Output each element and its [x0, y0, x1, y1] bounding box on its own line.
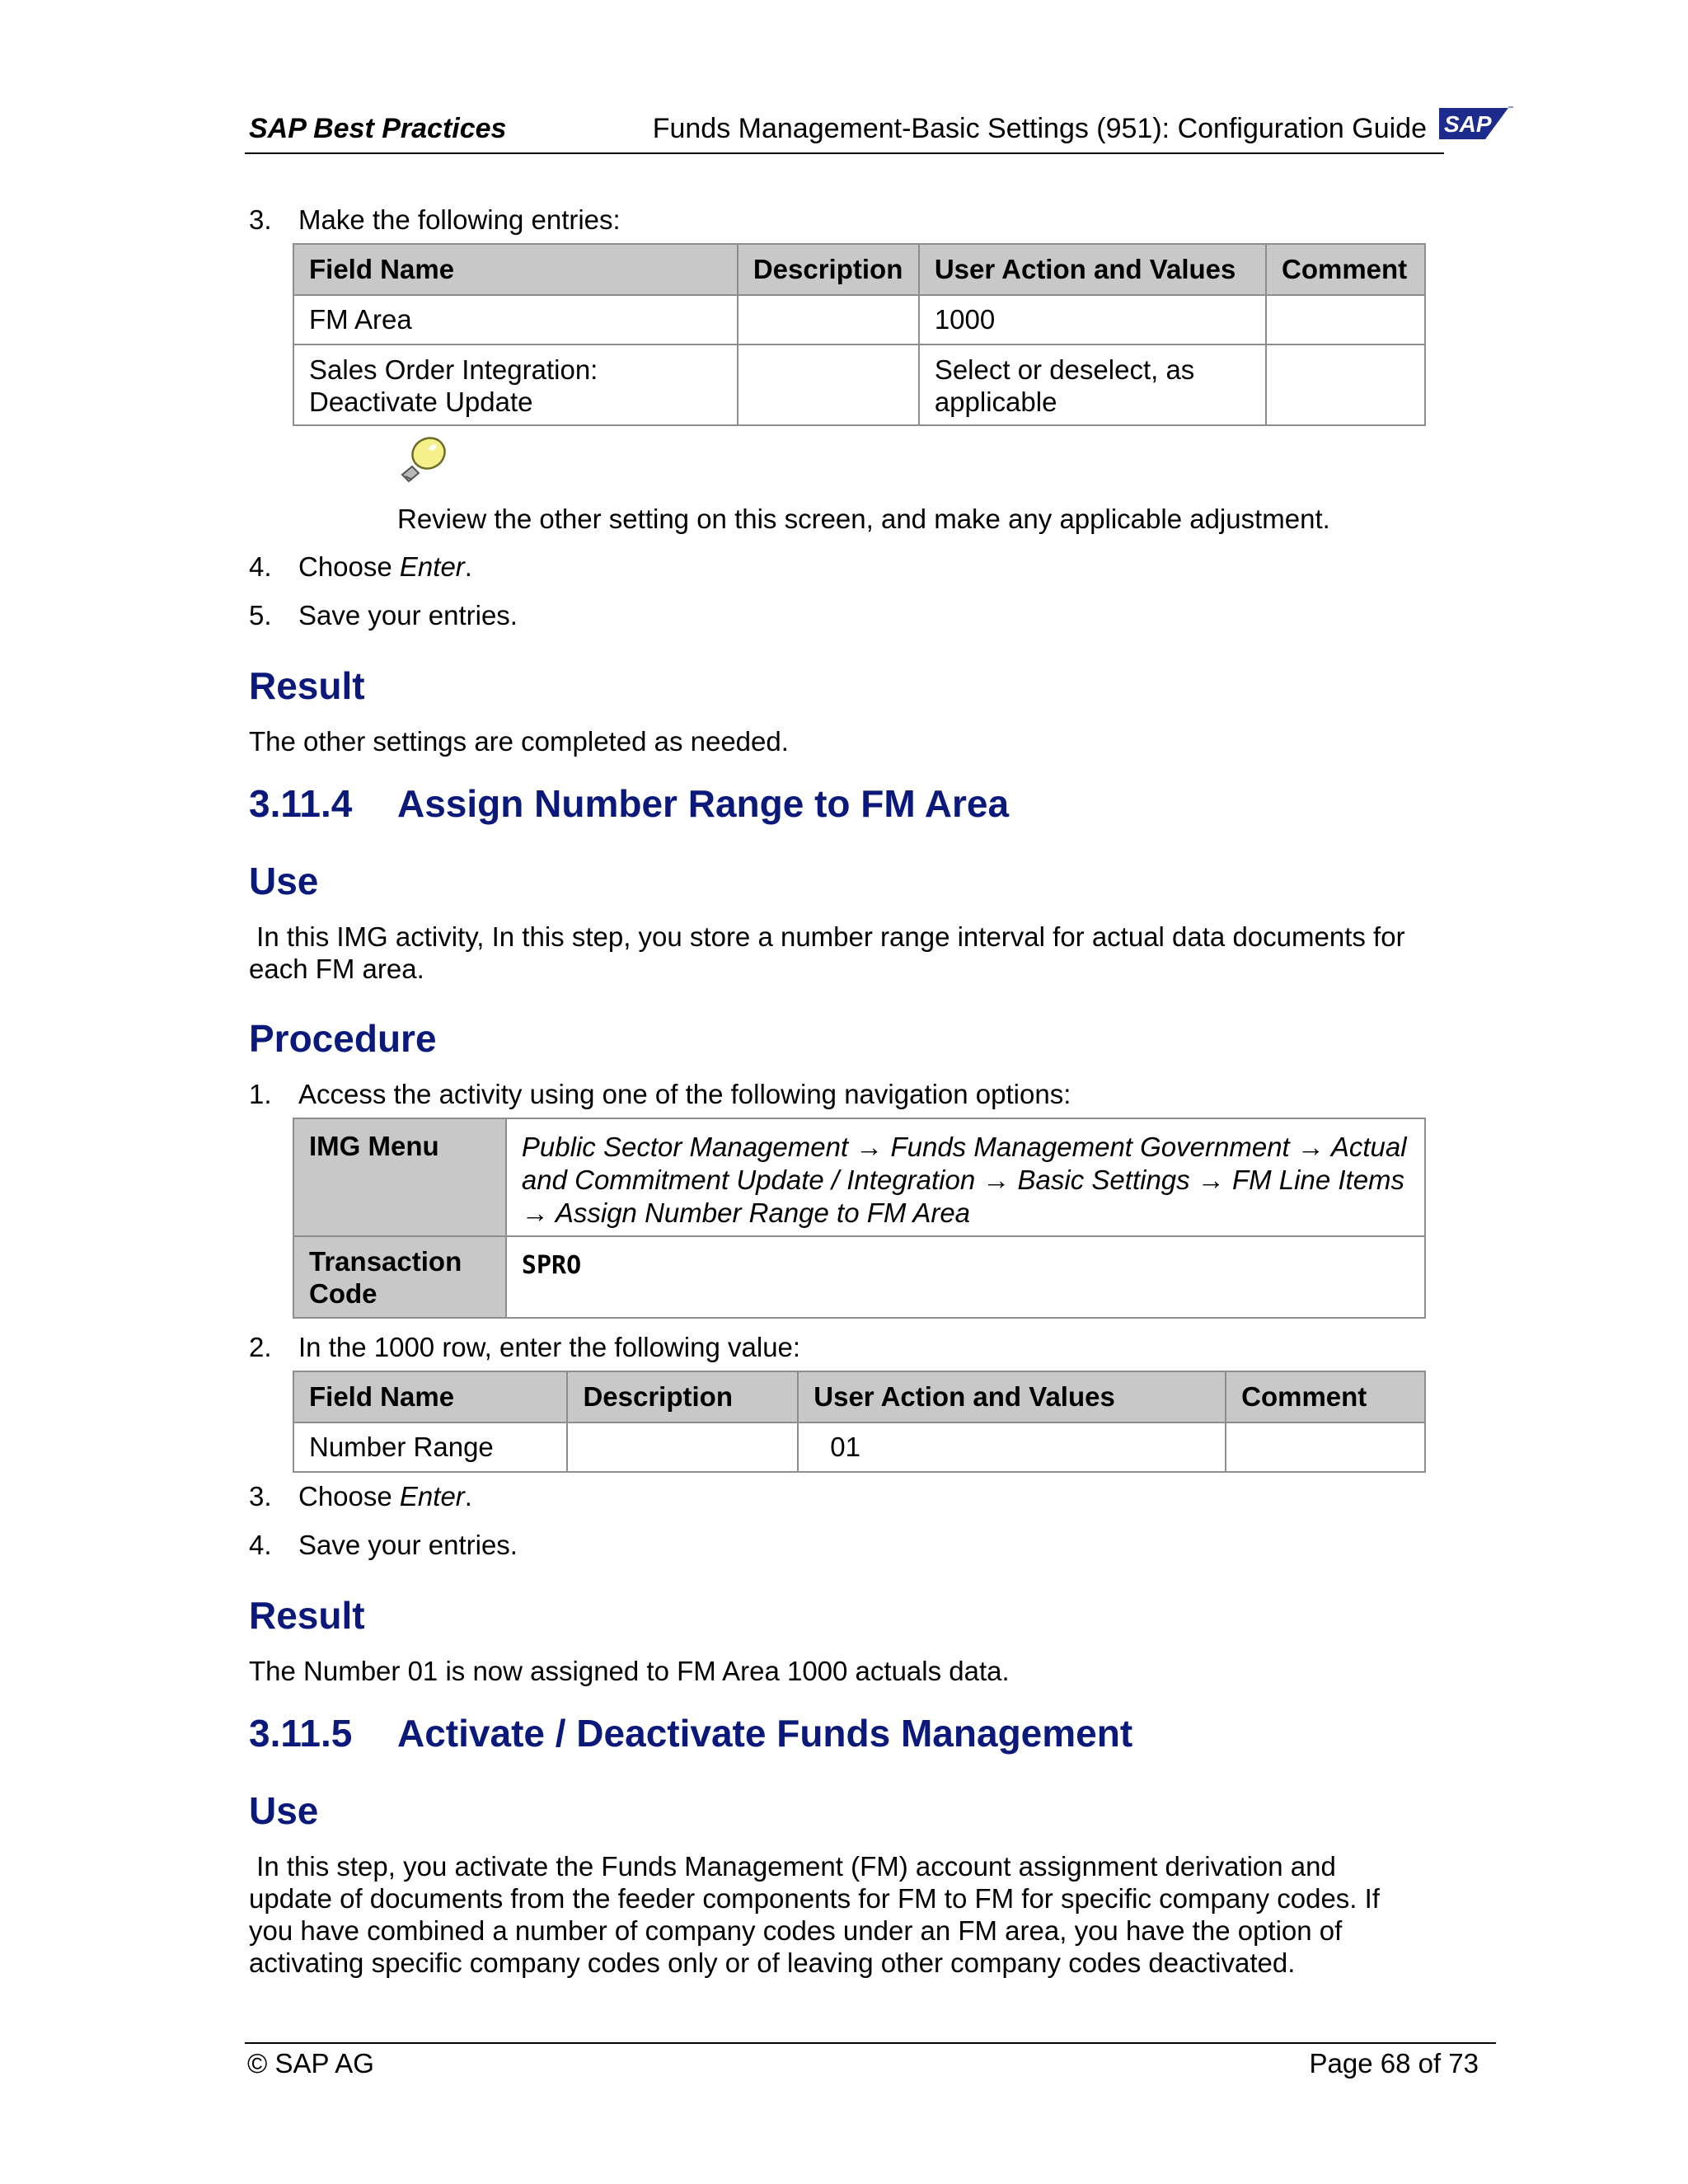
result-heading: Result [249, 1594, 365, 1637]
section-heading [249, 1711, 1132, 1755]
cell: Select or deselect, as applicable [919, 344, 1266, 425]
use-heading: Use [249, 1789, 319, 1832]
use-heading: Use [249, 860, 319, 902]
section-number: 3.11.5 [249, 1712, 353, 1755]
section-title: Assign Number Range to FM Area [397, 782, 1010, 825]
entries-table [293, 243, 1426, 426]
result-text: The other settings are completed as needed. [249, 726, 789, 757]
step-text-post: . [464, 551, 472, 582]
copyright: © SAP AG [247, 2048, 374, 2079]
cell: FM Area [293, 295, 738, 344]
footer-rule [245, 2042, 1496, 2044]
cell [567, 1422, 798, 1472]
step-number: 1. [249, 1079, 272, 1109]
cell: Number Range [293, 1422, 567, 1472]
step-text: Make the following entries: [298, 204, 621, 235]
cell: 1000 [919, 295, 1266, 344]
nav-row-img-menu [293, 1118, 1425, 1236]
header-rule [245, 152, 1444, 154]
step-text: Save your entries. [298, 1530, 518, 1560]
number-range-table [293, 1371, 1426, 1473]
result-text: The Number 01 is now assigned to FM Area 1000 actuals data. [249, 1656, 1010, 1686]
page-number: Page 68 of 73 [1309, 2048, 1479, 2079]
step-number: 2. [249, 1332, 272, 1362]
cell [738, 295, 919, 344]
cell: Sales Order Integration: Deactivate Update [293, 344, 738, 425]
enter-key-ref: Enter [399, 551, 465, 582]
step-text: Access the activity using one of the following navigation options: [298, 1079, 1071, 1109]
step-number: 3. [249, 204, 272, 235]
col-description: Description [738, 244, 919, 295]
navigation-table [293, 1118, 1426, 1319]
step-text [298, 551, 472, 583]
col-field-name: Field Name [293, 244, 738, 295]
sap-logo-icon [1439, 105, 1515, 143]
img-menu-label: IMG Menu [293, 1118, 506, 1236]
enter-key-ref: Enter [399, 1481, 465, 1511]
step-text: Save your entries. [298, 600, 518, 630]
cell [1266, 295, 1425, 344]
table-header-row [293, 244, 1425, 295]
step-text: In the 1000 row, enter the following value: [298, 1332, 801, 1362]
use-text: In this step, you activate the Funds Management (FM) account assignment derivation and update of documents from the feeder components for FM to FM for specific company codes. If you have combined a number of company codes under an FM area, you have the option of activating specific company codes only or of leaving other company codes deactivated. [249, 1851, 1388, 1978]
img-menu-path: Public Sector Management → Funds Management Government → Actual and Commitment Update / Integration → Basic Settings → FM Line Items → Assign Number Range to FM Area [506, 1118, 1425, 1236]
section-number: 3.11.4 [249, 782, 353, 825]
header-doc-title: Funds Management-Basic Settings (951): Configuration Guide [652, 113, 1427, 144]
col-comment: Comment [1226, 1371, 1425, 1422]
col-comment: Comment [1266, 244, 1425, 295]
step-text-pre: Choose [298, 551, 400, 582]
use-text: In this IMG activity, In this step, you store a number range interval for actual data documents for each FM area. [249, 921, 1413, 984]
result-heading: Result [249, 664, 365, 707]
col-user-action: User Action and Values [798, 1371, 1226, 1422]
col-description: Description [567, 1371, 798, 1422]
col-field-name: Field Name [293, 1371, 567, 1422]
step-number: 5. [249, 600, 272, 630]
transaction-code-label: Transaction Code [293, 1236, 506, 1318]
transaction-code-value [506, 1236, 1425, 1318]
lightbulb-icon [394, 434, 448, 485]
section-title: Activate / Deactivate Funds Management [397, 1712, 1133, 1755]
tip-text: Review the other setting on this screen, and make any applicable adjustment. [397, 504, 1330, 534]
cell [1266, 344, 1425, 425]
step-number: 3. [249, 1481, 272, 1511]
step-text [298, 1481, 472, 1512]
step-text-pre: Choose [298, 1481, 400, 1511]
cell: 01 [798, 1422, 1226, 1472]
section-heading [249, 781, 1009, 826]
step-number: 4. [249, 551, 272, 582]
procedure-heading: Procedure [249, 1017, 437, 1060]
step-text-post: . [464, 1481, 472, 1511]
cell [738, 344, 919, 425]
cell [1226, 1422, 1425, 1472]
col-user-action: User Action and Values [919, 244, 1266, 295]
sap-logo-text: SAP [1444, 111, 1492, 137]
table-header-row [293, 1371, 1425, 1422]
table-row [293, 1422, 1425, 1472]
nav-row-transaction [293, 1236, 1425, 1318]
table-row [293, 344, 1425, 425]
transaction-code: SPRO [521, 1251, 582, 1280]
header-title: SAP Best Practices [249, 113, 507, 144]
table-row [293, 295, 1425, 344]
step-number: 4. [249, 1530, 272, 1560]
